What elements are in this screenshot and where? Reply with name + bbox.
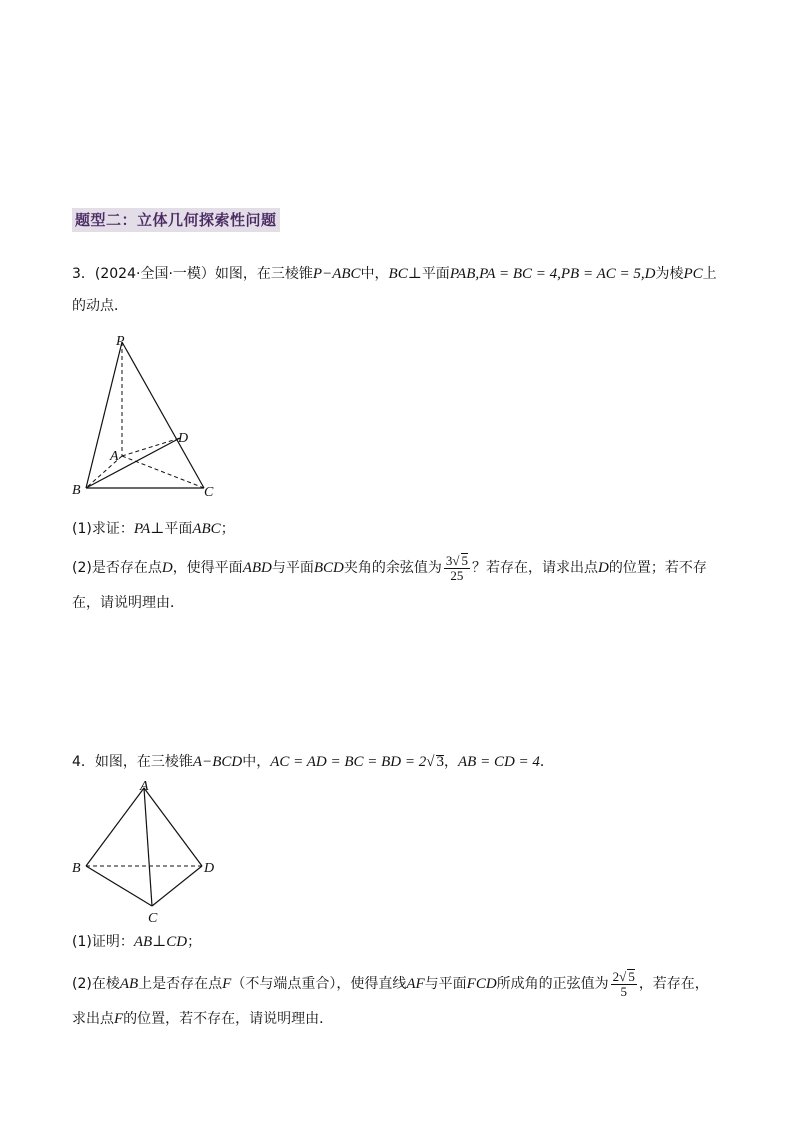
- edge-CD: [152, 866, 202, 906]
- label-A: A: [140, 779, 149, 794]
- label-C: C: [204, 485, 214, 500]
- label-D: D: [178, 431, 189, 446]
- problem-3-statement-line2: 的动点．: [72, 298, 128, 314]
- edge-PC: [122, 342, 204, 488]
- problem-4-statement: 4．如图，在三棱锥A−BCD中，AC = AD = BC = BD = 2√ 3，AB = CD = 4．: [72, 754, 554, 770]
- label-P: P: [116, 334, 125, 349]
- label-D: D: [204, 861, 215, 876]
- edge-AD: [144, 788, 202, 866]
- problem-3-question-2: (2)是否存在点D，使得平面ABD与平面BCD夹角的余弦值为 $\frac{3√ 5}{25}$ ？若存在，请求出点D的位置；若不存: [72, 553, 707, 583]
- section-title: 题型二：立体几何探索性问题: [72, 208, 280, 232]
- fraction-3sqrt5-over-25: $\frac{3√ 5}{25}$: [445, 553, 468, 583]
- problem-3-statement: 3．(2024·全国·一模）如图，在三棱锥P−ABC中，BC⊥平面PAB,PA = BC = 4,PB = AC = 5,D为棱PC上: [72, 266, 717, 282]
- problem-4-number: 4．如图，在三棱锥: [72, 754, 193, 770]
- edge-BC: [86, 866, 152, 906]
- edge-AC: [144, 788, 152, 906]
- problem-3-question-2-line2: 在，请说明理由．: [72, 595, 184, 611]
- edge-AC: [122, 456, 204, 488]
- problem-4-question-1: (1)证明：AB⊥CD；: [72, 934, 202, 950]
- edge-BD: [86, 438, 180, 488]
- problem-3-question-1: (1)求证：PA⊥平面ABC；: [72, 521, 235, 537]
- label-C: C: [148, 911, 158, 926]
- label-B: B: [72, 483, 81, 498]
- fraction-2sqrt5-over-5: $\frac{2√ 5}{5}$: [612, 969, 635, 999]
- problem-4-question-2-line2: 求出点F的位置，若不存在，请说明理由．: [72, 1011, 334, 1027]
- edge-AB: [86, 788, 144, 866]
- label-B: B: [72, 861, 81, 876]
- problem-3-number: 3．(2024·全国·一模）如图，在三棱锥: [72, 266, 313, 282]
- problem-4-figure: [68, 776, 228, 926]
- label-A: A: [110, 449, 119, 464]
- edge-PB: [86, 342, 122, 488]
- problem-4-question-2: (2)在棱AB上是否存在点F（不与端点重合），使得直线AF与平面FCD所成角的正弦值为 $\frac{2√ 5}{5}$ ，若存在，: [72, 969, 709, 999]
- problem-3-figure: [68, 330, 228, 502]
